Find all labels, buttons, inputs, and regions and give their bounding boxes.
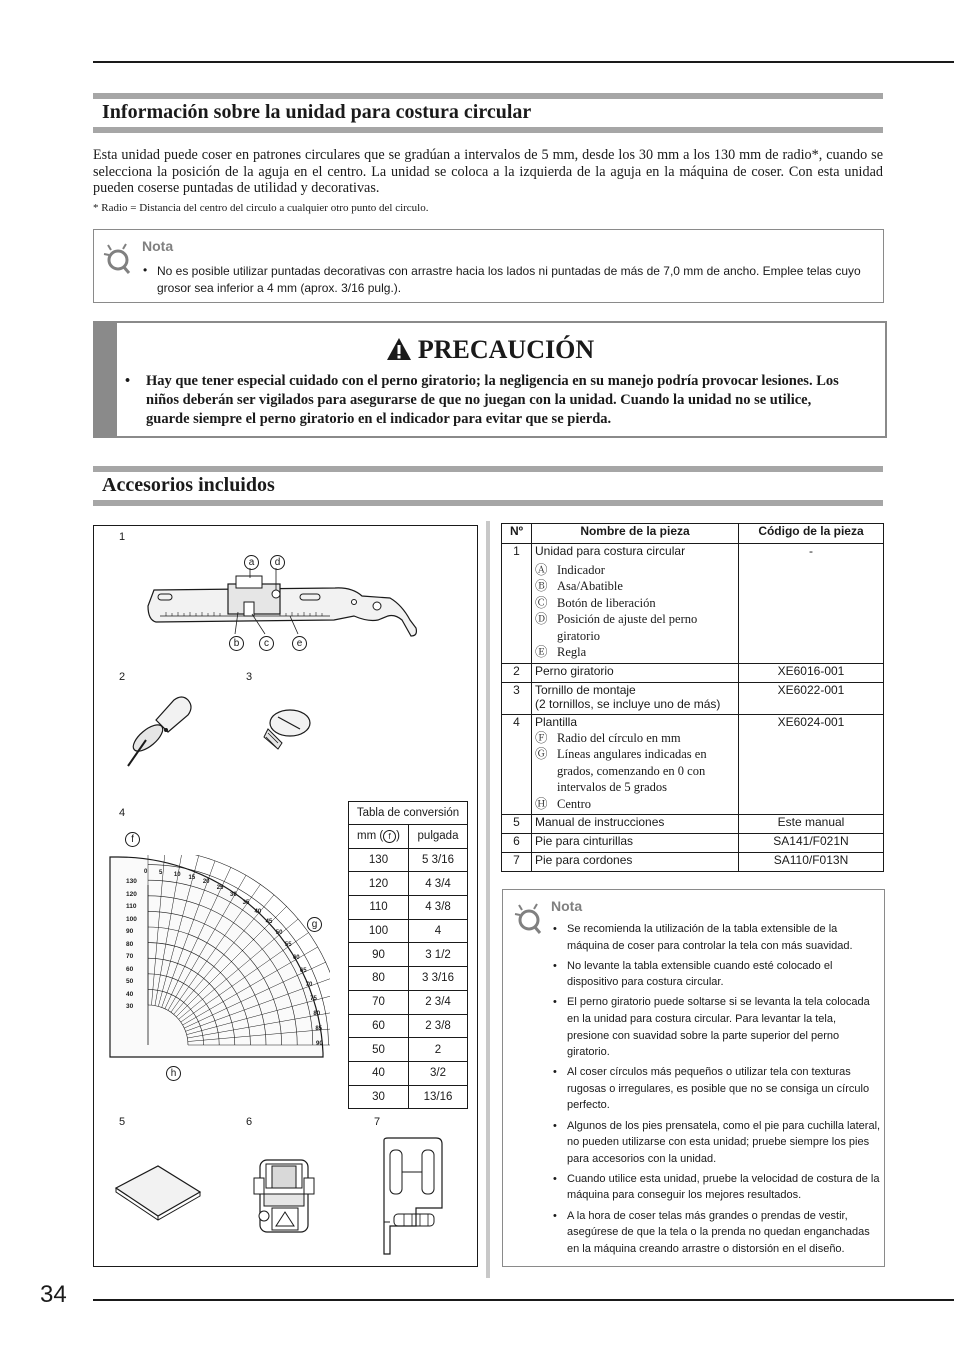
template-angle-label: 35 (242, 900, 250, 907)
template-angle-label: 25 (216, 885, 224, 892)
list-item: • No levante la tabla extensible cuando esté colocado el dispositivo para costura circular. (531, 958, 881, 991)
table-row: 130 5 3/16 (349, 848, 468, 872)
section-header-accessories (93, 466, 883, 506)
section-header-circular-unit (93, 93, 883, 133)
table-row: 3 Tornillo de montaje (2 tornillos, se incluye uno de más) XE6022-001 (502, 683, 884, 715)
list-item: • Algunos de los pies prensatela, como el pie para cuchilla lateral, no pueden utilizarse con esta unidad; pruebe siempre los pies para accesorios con la unidad. (531, 1118, 881, 1168)
pivot-pin-illustration (118, 690, 198, 770)
table-row: 2 Perno giratorio XE6016-001 (502, 664, 884, 683)
table-row: 6 Pie para cinturillas SA141/F021N (502, 834, 884, 853)
caution-title: PRECAUCIÓN (95, 335, 885, 365)
template-angle-label: 60 (292, 955, 300, 961)
figure-number-7: 7 (374, 1116, 381, 1128)
note-title: Nota (551, 898, 583, 914)
parts-table (501, 523, 884, 872)
table-row: 110 4 3/8 (349, 896, 468, 920)
template-angle-label: 45 (265, 919, 273, 926)
template-angle-label: 75 (310, 996, 317, 1003)
callout-b: b (229, 636, 244, 651)
template-angle-label: 30 (230, 892, 237, 899)
table-row: 1 Unidad para costura circular Ⓐ Indicador Ⓑ Asa/Abatible Ⓒ Botón de liberación Ⓓ Posición de ajuste del perno giratorio Ⓔ Regla - (502, 544, 884, 664)
callout-h: h (166, 1066, 181, 1081)
note-list (531, 921, 881, 1261)
callout-g: g (307, 917, 322, 932)
table-row: 5 Manual de instrucciones Este manual (502, 815, 884, 834)
top-rule (93, 61, 954, 63)
table-row: 40 3/2 (349, 1061, 468, 1085)
list-item: • Se recomienda la utilización de la tabla extensible de la máquina de coser para controlar la tela con más suavidad. (531, 921, 881, 954)
template-angle-label: 40 (254, 909, 262, 916)
template-angle-label: 85 (315, 1026, 323, 1032)
list-item: • Al coser círculos más pequeños o utilizar tela con texturas rugosas o irregulares, es posible que no se consiga un círculo perfecto. (531, 1064, 881, 1114)
callout-e: e (292, 636, 307, 651)
section-title: Accesorios incluidos (102, 474, 275, 496)
table-row: 120 4 3/4 (349, 872, 468, 896)
figure-number-4: 4 (119, 807, 126, 819)
note-icon (102, 241, 136, 275)
table-row: 80 3 3/16 (349, 967, 468, 991)
template-angle-label: 80 (313, 1011, 321, 1018)
bottom-rule (93, 1299, 954, 1301)
waistband-foot-illustration (252, 1158, 316, 1236)
warning-icon (386, 337, 412, 361)
footnote: * Radio = Distancia del centro del circulo a cualquier otro punto del circulo. (93, 202, 429, 214)
table-row: 100 4 (349, 919, 468, 943)
callout-d: d (270, 555, 285, 570)
table-row: 90 3 1/2 (349, 943, 468, 967)
table-row: 50 2 (349, 1038, 468, 1062)
figure-number-5: 5 (119, 1116, 126, 1128)
template-angle-label: 5 (158, 869, 163, 876)
section-title: Información sobre la unidad para costura circular (102, 101, 532, 123)
figure-number-2: 2 (119, 671, 126, 683)
note-box: Nota • No es posible utilizar puntadas decorativas con arrastre hacia los lados ni puntadas de más de 7,0 mm de ancho. Emplee telas cuyo grosor sea inferior a 4 mm (aprox. 3/16 pulg.). (93, 229, 884, 303)
caution-text: Hay que tener especial cuidado con el perno giratorio; la negligencia en su manejo podría provocar lesiones. Los niños deberán ser vigilados para asegurarse de que no juegan con la unidad. Cuando la unidad no se utilice, guarde siempre el perno giratorio en el indicador para evitar que se pierda. (146, 373, 839, 427)
caution-box: PRECAUCIÓN • Hay que tener especial cuidado con el perno giratorio; la negligencia en su manejo podría provocar lesiones. Los niños deberán ser vigilados para asegurarse de que no juegan con la unidad. Cuando la unidad no se utilice, guarde siempre el perno giratorio en el indicador para evitar que se pierda. (93, 321, 887, 438)
conversion-col-mm: mm ( f ) (349, 825, 409, 849)
template-angle-label: 90 (316, 1041, 323, 1047)
circular-unit-illustration (140, 550, 430, 655)
template-angle-label: 50 (275, 930, 283, 937)
template-angle-label: 15 (188, 874, 196, 881)
parts-col-code: Código de la pieza (739, 524, 884, 544)
callout-c: c (259, 636, 274, 651)
template-angle-label: 10 (173, 871, 181, 878)
callout-f: f (125, 832, 140, 847)
intro-paragraph: Esta unidad puede coser en patrones circulares que se gradúan a intervalos de 5 mm, desde los 30 mm a los 130 mm de radio*, cuando se selecciona la posición de la aguja en el centro. La unidad se coloca a la izquierda de la aguja en la máquina de coser. Con esta unidad pueden coserse puntadas de utilidad y decorativas. (93, 147, 883, 196)
callout-a: a (244, 555, 259, 570)
note-title: Nota (142, 238, 174, 254)
conversion-table (348, 801, 468, 1109)
template-angle-label: 55 (284, 942, 292, 949)
manual-illustration (112, 1162, 204, 1224)
cording-foot-illustration (376, 1136, 446, 1256)
note-box-accessories (502, 889, 885, 1267)
list-item: • El perno giratorio puede soltarse si se levanta la tela colocada en la unidad para costura circular. Para levantar la tela, presione con suavidad sobre la parte superior del perno giratorio. (531, 994, 881, 1060)
parts-col-no: Nº (502, 524, 532, 544)
mounting-screw-illustration (256, 703, 316, 759)
template-angle-label: 70 (305, 982, 313, 989)
table-row: 30 13/16 (349, 1085, 468, 1109)
conversion-col-in: pulgada (409, 825, 468, 849)
template-angle-label: 65 (299, 968, 307, 975)
figure-number-3: 3 (246, 671, 253, 683)
list-item: • Cuando utilice esta unidad, pruebe la velocidad de costura de la máquina para conseguir los mejores resultados. (531, 1171, 881, 1204)
figure-number-6: 6 (246, 1116, 253, 1128)
table-row: 4 Plantilla Ⓕ Radio del círculo en mm Ⓖ Líneas angulares indicadas en grados, comenzando en 0 con intervalos de 5 grados Ⓗ Centro XE6024-001 (502, 715, 884, 815)
parts-col-name: Nombre de la pieza (532, 524, 739, 544)
template-radius-labels: 130 120 110 100 90 80 70 60 50 40 30 (126, 878, 137, 1010)
table-row: 7 Pie para cordones SA110/F013N (502, 853, 884, 872)
conversion-table-title: Tabla de conversión (349, 802, 468, 825)
list-item: • A la hora de coser telas más grandes o prendas de vestir, asegúrese de que la tela o la prenda no quedan enganchadas en la máquina creando arrastre o distorsión en el diseño. (531, 1208, 881, 1258)
page-number: 34 (40, 1281, 67, 1308)
figure-number-1: 1 (119, 531, 126, 543)
note-text: No es posible utilizar puntadas decorativas con arrastre hacia los lados ni puntadas de más de 7,0 mm de ancho. Emplee telas cuyo grosor sea inferior a 4 mm (aprox. 3/16 pulg.). (157, 264, 861, 295)
template-angle-label: 0 (144, 869, 148, 875)
table-row: 70 2 3/4 (349, 990, 468, 1014)
table-row: 60 2 3/8 (349, 1014, 468, 1038)
column-divider (486, 521, 490, 1278)
template-angle-label: 20 (202, 879, 210, 886)
